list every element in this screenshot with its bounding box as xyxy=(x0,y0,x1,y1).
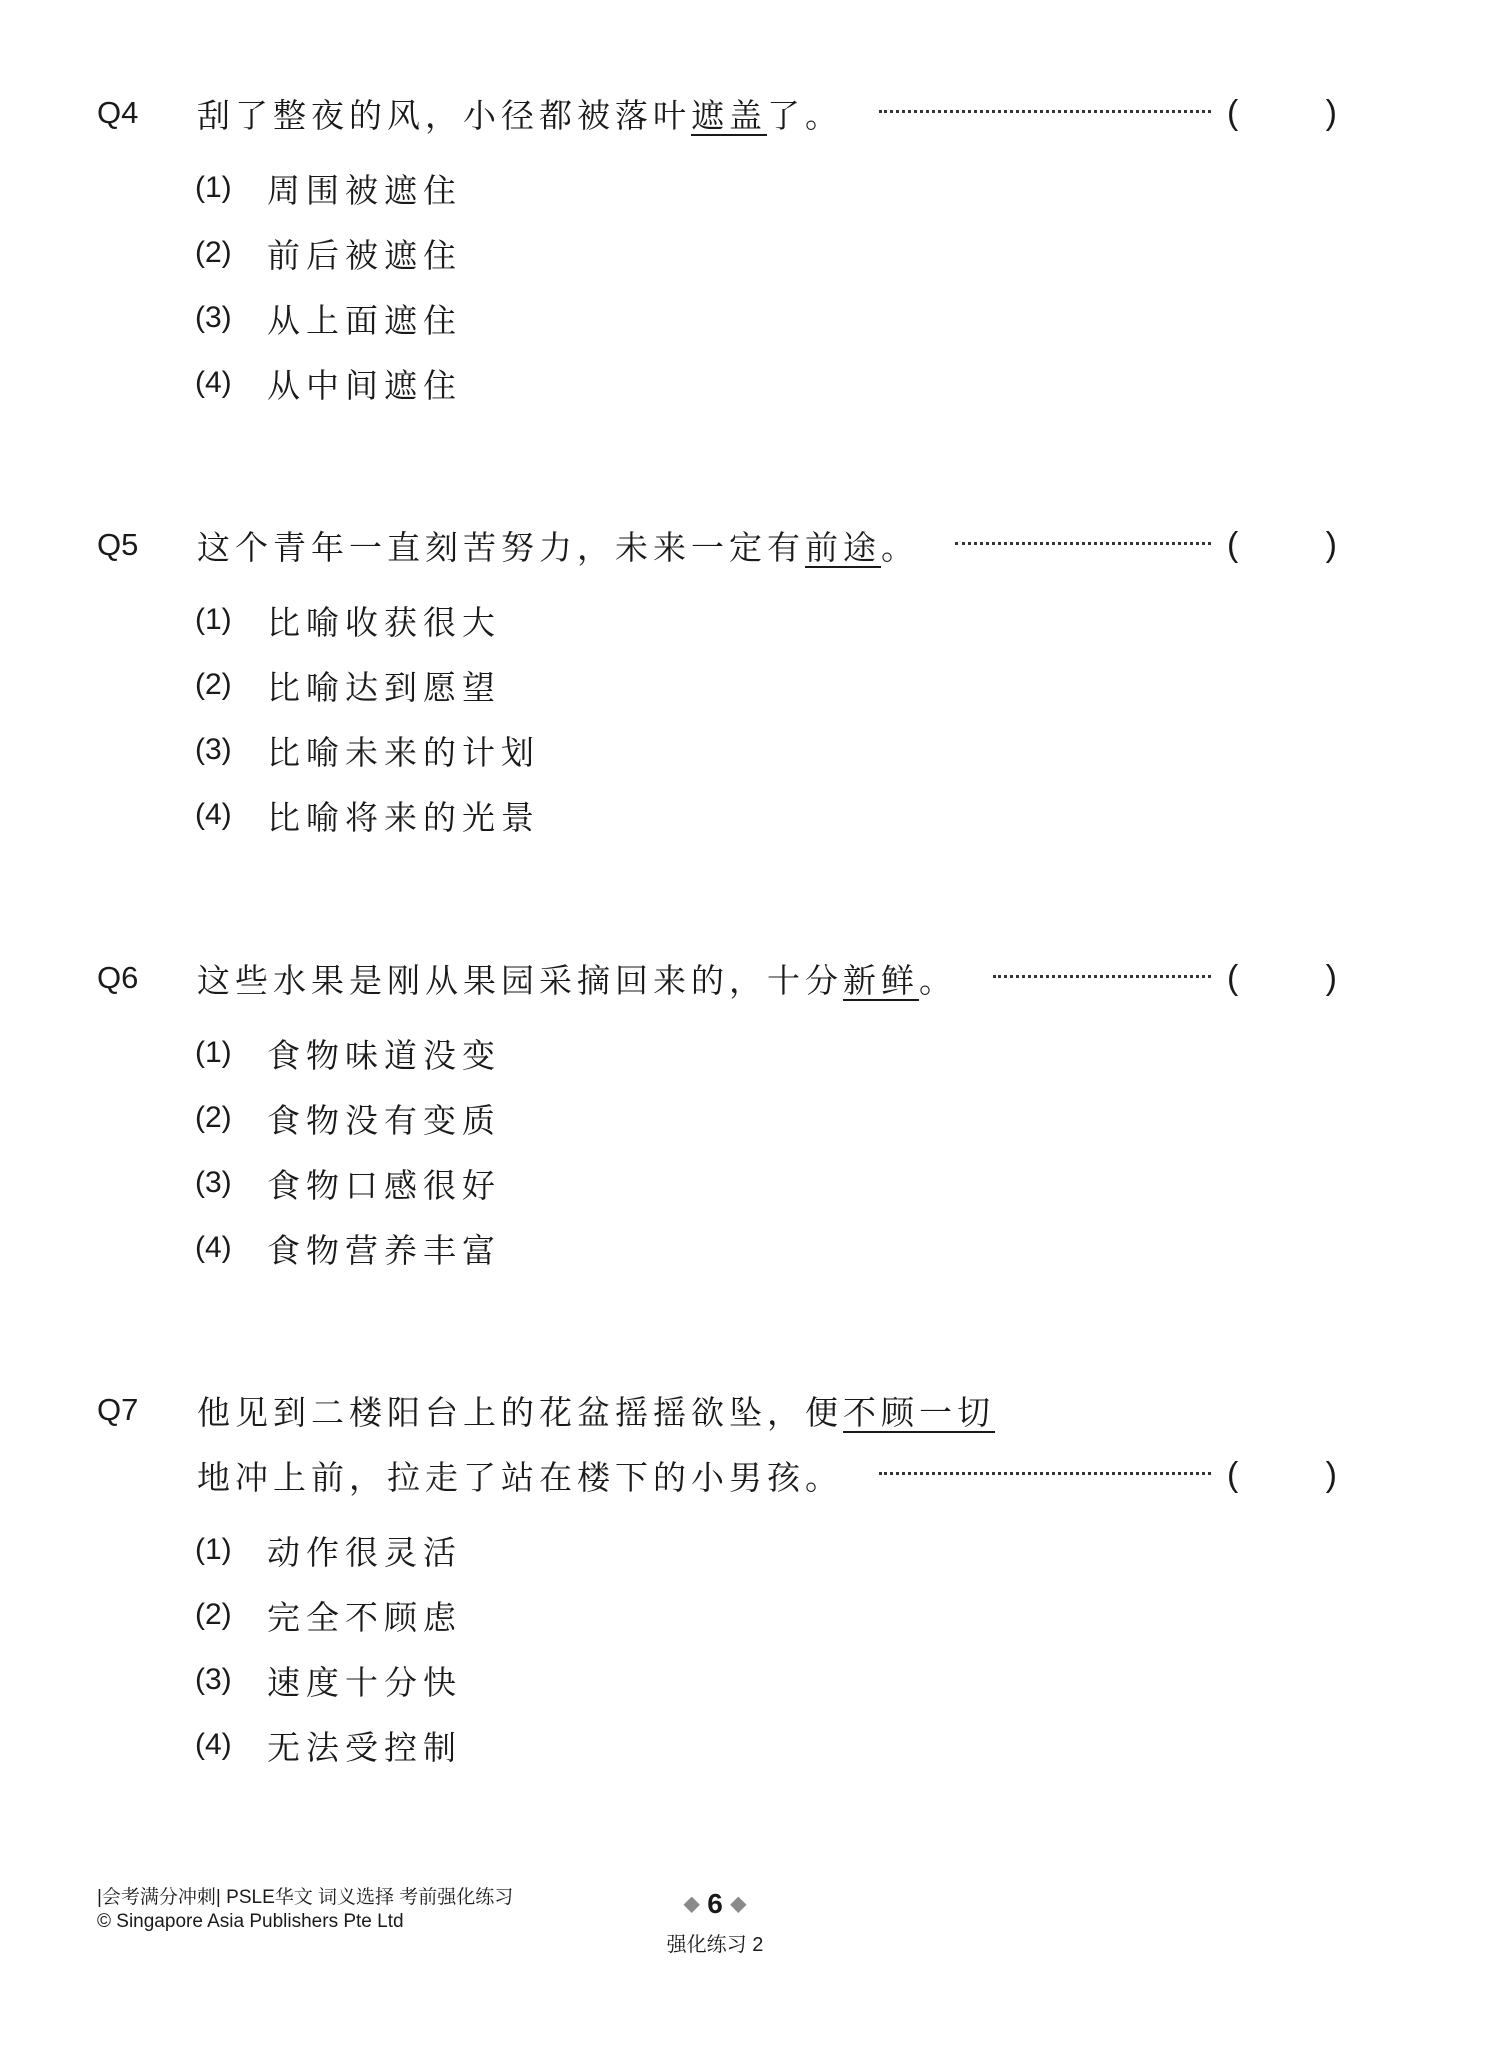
answer-option xyxy=(195,1223,501,1273)
stem-text: 刮了整夜的风，小径都被落叶 xyxy=(197,95,691,135)
section-label: 强化练习 2 xyxy=(666,1934,764,1956)
option-number: (3) xyxy=(195,301,232,334)
underlined-word: 不顾一切 xyxy=(843,1392,995,1432)
option-number: (1) xyxy=(195,171,232,204)
option-text: 食物没有变质 xyxy=(267,1100,501,1140)
option-text: 比喻未来的计划 xyxy=(267,732,540,772)
dotted-leader xyxy=(993,975,1211,978)
answer-option xyxy=(195,1590,462,1640)
question-text xyxy=(197,1387,995,1434)
option-number: (2) xyxy=(195,236,232,269)
question-label: Q4 xyxy=(97,95,139,130)
stem-text: 他见到二楼阳台上的花盆摇摇欲坠，便 xyxy=(197,1392,843,1432)
answer-blank[interactable] xyxy=(1227,526,1337,565)
stem-text: 这个青年一直刻苦努力，未来一定有 xyxy=(197,527,805,567)
paren-open: ( xyxy=(1227,958,1239,997)
option-number: (2) xyxy=(195,1101,232,1134)
option-number: (3) xyxy=(195,733,232,766)
stem-text: 地冲上前，拉走了站在楼下的小男孩。 xyxy=(197,1457,843,1497)
footer-credits xyxy=(97,1886,513,1934)
option-text: 周围被遮住 xyxy=(267,170,462,210)
paren-close: ) xyxy=(1325,1455,1337,1494)
paren-close: ) xyxy=(1325,525,1337,564)
dotted-leader xyxy=(879,110,1211,113)
question-stem-line xyxy=(97,1385,1337,1435)
question-text xyxy=(197,522,919,569)
dotted-leader xyxy=(879,1472,1211,1475)
stem-text: 这些水果是刚从果园采摘回来的，十分 xyxy=(197,960,843,1000)
option-text: 比喻达到愿望 xyxy=(267,667,501,707)
paren-open: ( xyxy=(1227,93,1239,132)
option-text: 食物营养丰富 xyxy=(267,1230,501,1270)
option-text: 动作很灵活 xyxy=(267,1532,462,1572)
answer-blank[interactable] xyxy=(1227,94,1337,133)
question-label: Q7 xyxy=(97,1392,139,1427)
paren-open: ( xyxy=(1227,1455,1239,1494)
underlined-word: 前途 xyxy=(805,527,881,567)
option-text: 食物口感很好 xyxy=(267,1165,501,1205)
answer-option xyxy=(195,1525,462,1575)
question-stem-line xyxy=(97,1450,1337,1500)
book-title: |会考满分冲刺| PSLE华文 词义选择 考前强化练习 xyxy=(97,1887,514,1908)
option-number: (4) xyxy=(195,1728,232,1761)
answer-option xyxy=(195,293,462,343)
paren-open: ( xyxy=(1227,525,1239,564)
option-number: (1) xyxy=(195,1533,232,1566)
option-text: 前后被遮住 xyxy=(267,235,462,275)
option-number: (4) xyxy=(195,366,232,399)
paren-close: ) xyxy=(1325,958,1337,997)
question-label: Q6 xyxy=(97,960,139,995)
underlined-word: 遮盖 xyxy=(691,95,767,135)
dotted-leader xyxy=(955,542,1211,545)
answer-option xyxy=(195,1720,462,1770)
answer-option xyxy=(195,1093,501,1143)
option-number: (4) xyxy=(195,1231,232,1264)
stem-text: 。 xyxy=(881,527,919,567)
answer-option xyxy=(195,358,462,408)
answer-option xyxy=(195,790,540,840)
stem-text: 。 xyxy=(919,960,957,1000)
option-text: 完全不顾虑 xyxy=(267,1597,462,1637)
answer-blank[interactable] xyxy=(1227,959,1337,998)
option-text: 从中间遮住 xyxy=(267,365,462,405)
answer-option xyxy=(195,660,501,710)
answer-option xyxy=(195,595,501,645)
answer-option xyxy=(195,1158,501,1208)
diamond-icon: ◆ xyxy=(730,1893,746,1915)
question-stem-line xyxy=(97,953,1337,1003)
answer-option xyxy=(195,228,462,278)
page-number: ◆ 6 ◆ xyxy=(684,1888,746,1919)
question-text xyxy=(197,90,843,137)
question-stem-line xyxy=(97,88,1337,138)
answer-option xyxy=(195,1028,501,1078)
stem-text: 了。 xyxy=(767,95,843,135)
answer-option xyxy=(195,1655,462,1705)
copyright: © Singapore Asia Publishers Pte Ltd xyxy=(97,1911,404,1932)
option-text: 比喻将来的光景 xyxy=(267,797,540,837)
question-stem-line xyxy=(97,520,1337,570)
answer-blank[interactable] xyxy=(1227,1456,1337,1495)
option-number: (3) xyxy=(195,1663,232,1696)
answer-option xyxy=(195,163,462,213)
question-text xyxy=(197,1452,843,1499)
option-text: 无法受控制 xyxy=(267,1727,462,1767)
diamond-icon: ◆ xyxy=(684,1893,700,1915)
option-number: (1) xyxy=(195,603,232,636)
option-number: (2) xyxy=(195,668,232,701)
underlined-word: 新鲜 xyxy=(843,960,919,1000)
option-number: (3) xyxy=(195,1166,232,1199)
option-number: (4) xyxy=(195,798,232,831)
paren-close: ) xyxy=(1325,93,1337,132)
option-text: 从上面遮住 xyxy=(267,300,462,340)
option-text: 速度十分快 xyxy=(267,1662,462,1702)
option-number: (1) xyxy=(195,1036,232,1069)
question-text xyxy=(197,955,957,1002)
question-label: Q5 xyxy=(97,527,139,562)
option-text: 比喻收获很大 xyxy=(267,602,501,642)
answer-option xyxy=(195,725,540,775)
option-number: (2) xyxy=(195,1598,232,1631)
option-text: 食物味道没变 xyxy=(267,1035,501,1075)
